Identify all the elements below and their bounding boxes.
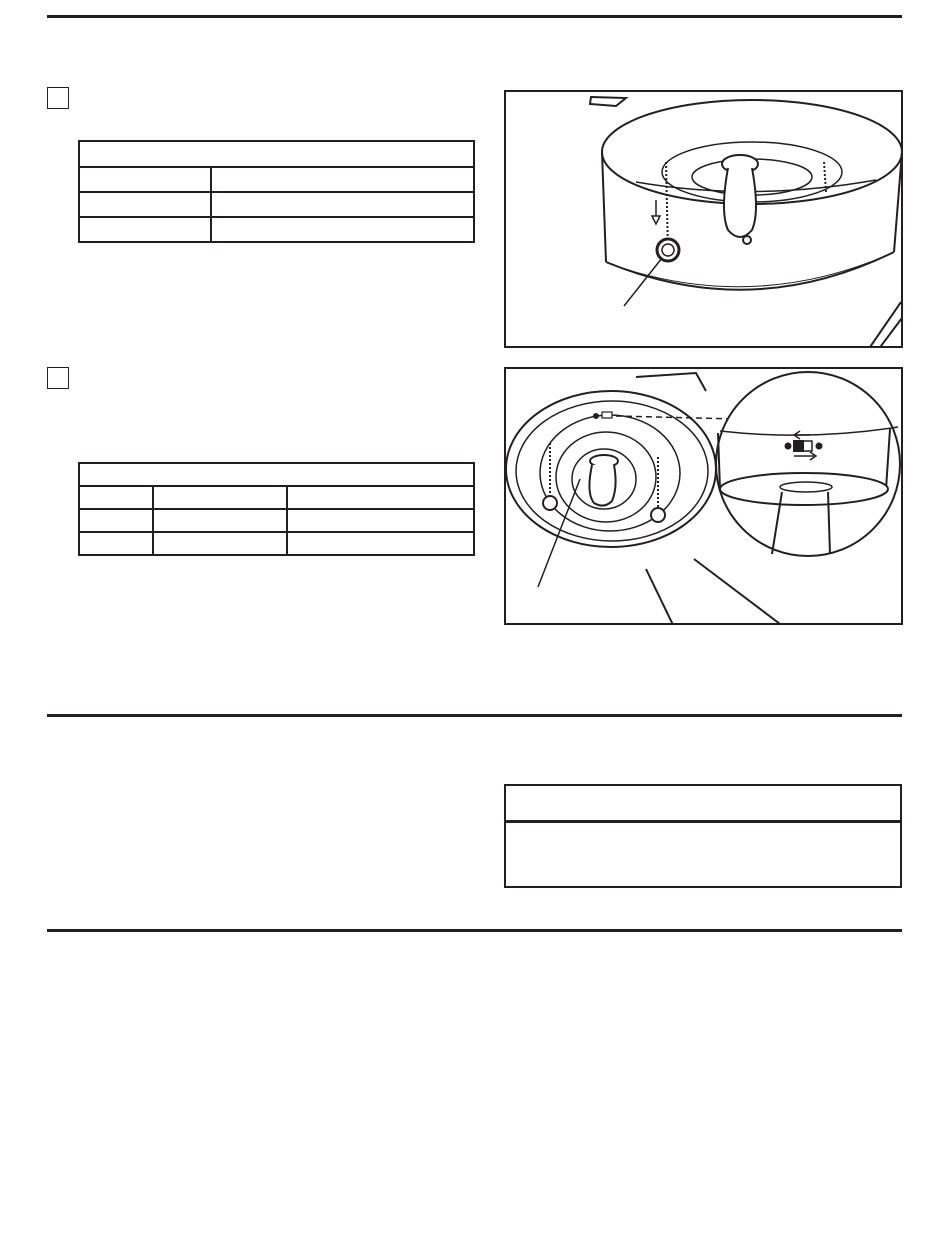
table-cell — [287, 486, 474, 509]
table-cell — [153, 486, 287, 509]
table-row — [79, 509, 474, 532]
note-title — [506, 786, 900, 823]
table-cell — [211, 217, 474, 242]
middle-section-rule — [47, 714, 902, 717]
table-cell — [153, 509, 287, 532]
step-1-table-header — [79, 141, 474, 167]
table-cell — [79, 192, 211, 217]
table-row — [79, 486, 474, 509]
table-row — [79, 217, 474, 242]
note-box — [504, 784, 902, 888]
table-cell — [211, 192, 474, 217]
table-row — [79, 192, 474, 217]
table-cell — [79, 217, 211, 242]
step-2-number-box — [47, 367, 69, 389]
top-section-rule — [47, 15, 902, 18]
step-2-figure — [504, 367, 903, 625]
step-1-figure — [504, 90, 903, 348]
fan-light-kit-illustration — [506, 92, 903, 348]
table-cell — [79, 509, 153, 532]
step-1-table — [78, 140, 475, 243]
step-2-table-header — [79, 463, 474, 486]
table-cell — [79, 167, 211, 192]
table-cell — [79, 486, 153, 509]
step-2-table — [78, 462, 475, 556]
fan-reverse-switch-illustration — [506, 369, 903, 625]
table-row — [79, 532, 474, 555]
table-row — [79, 167, 474, 192]
table-cell — [211, 167, 474, 192]
bottom-section-rule — [47, 929, 902, 932]
table-cell — [287, 509, 474, 532]
table-cell — [287, 532, 474, 555]
table-cell — [79, 532, 153, 555]
step-1-number-box — [47, 87, 69, 109]
table-cell — [153, 532, 287, 555]
